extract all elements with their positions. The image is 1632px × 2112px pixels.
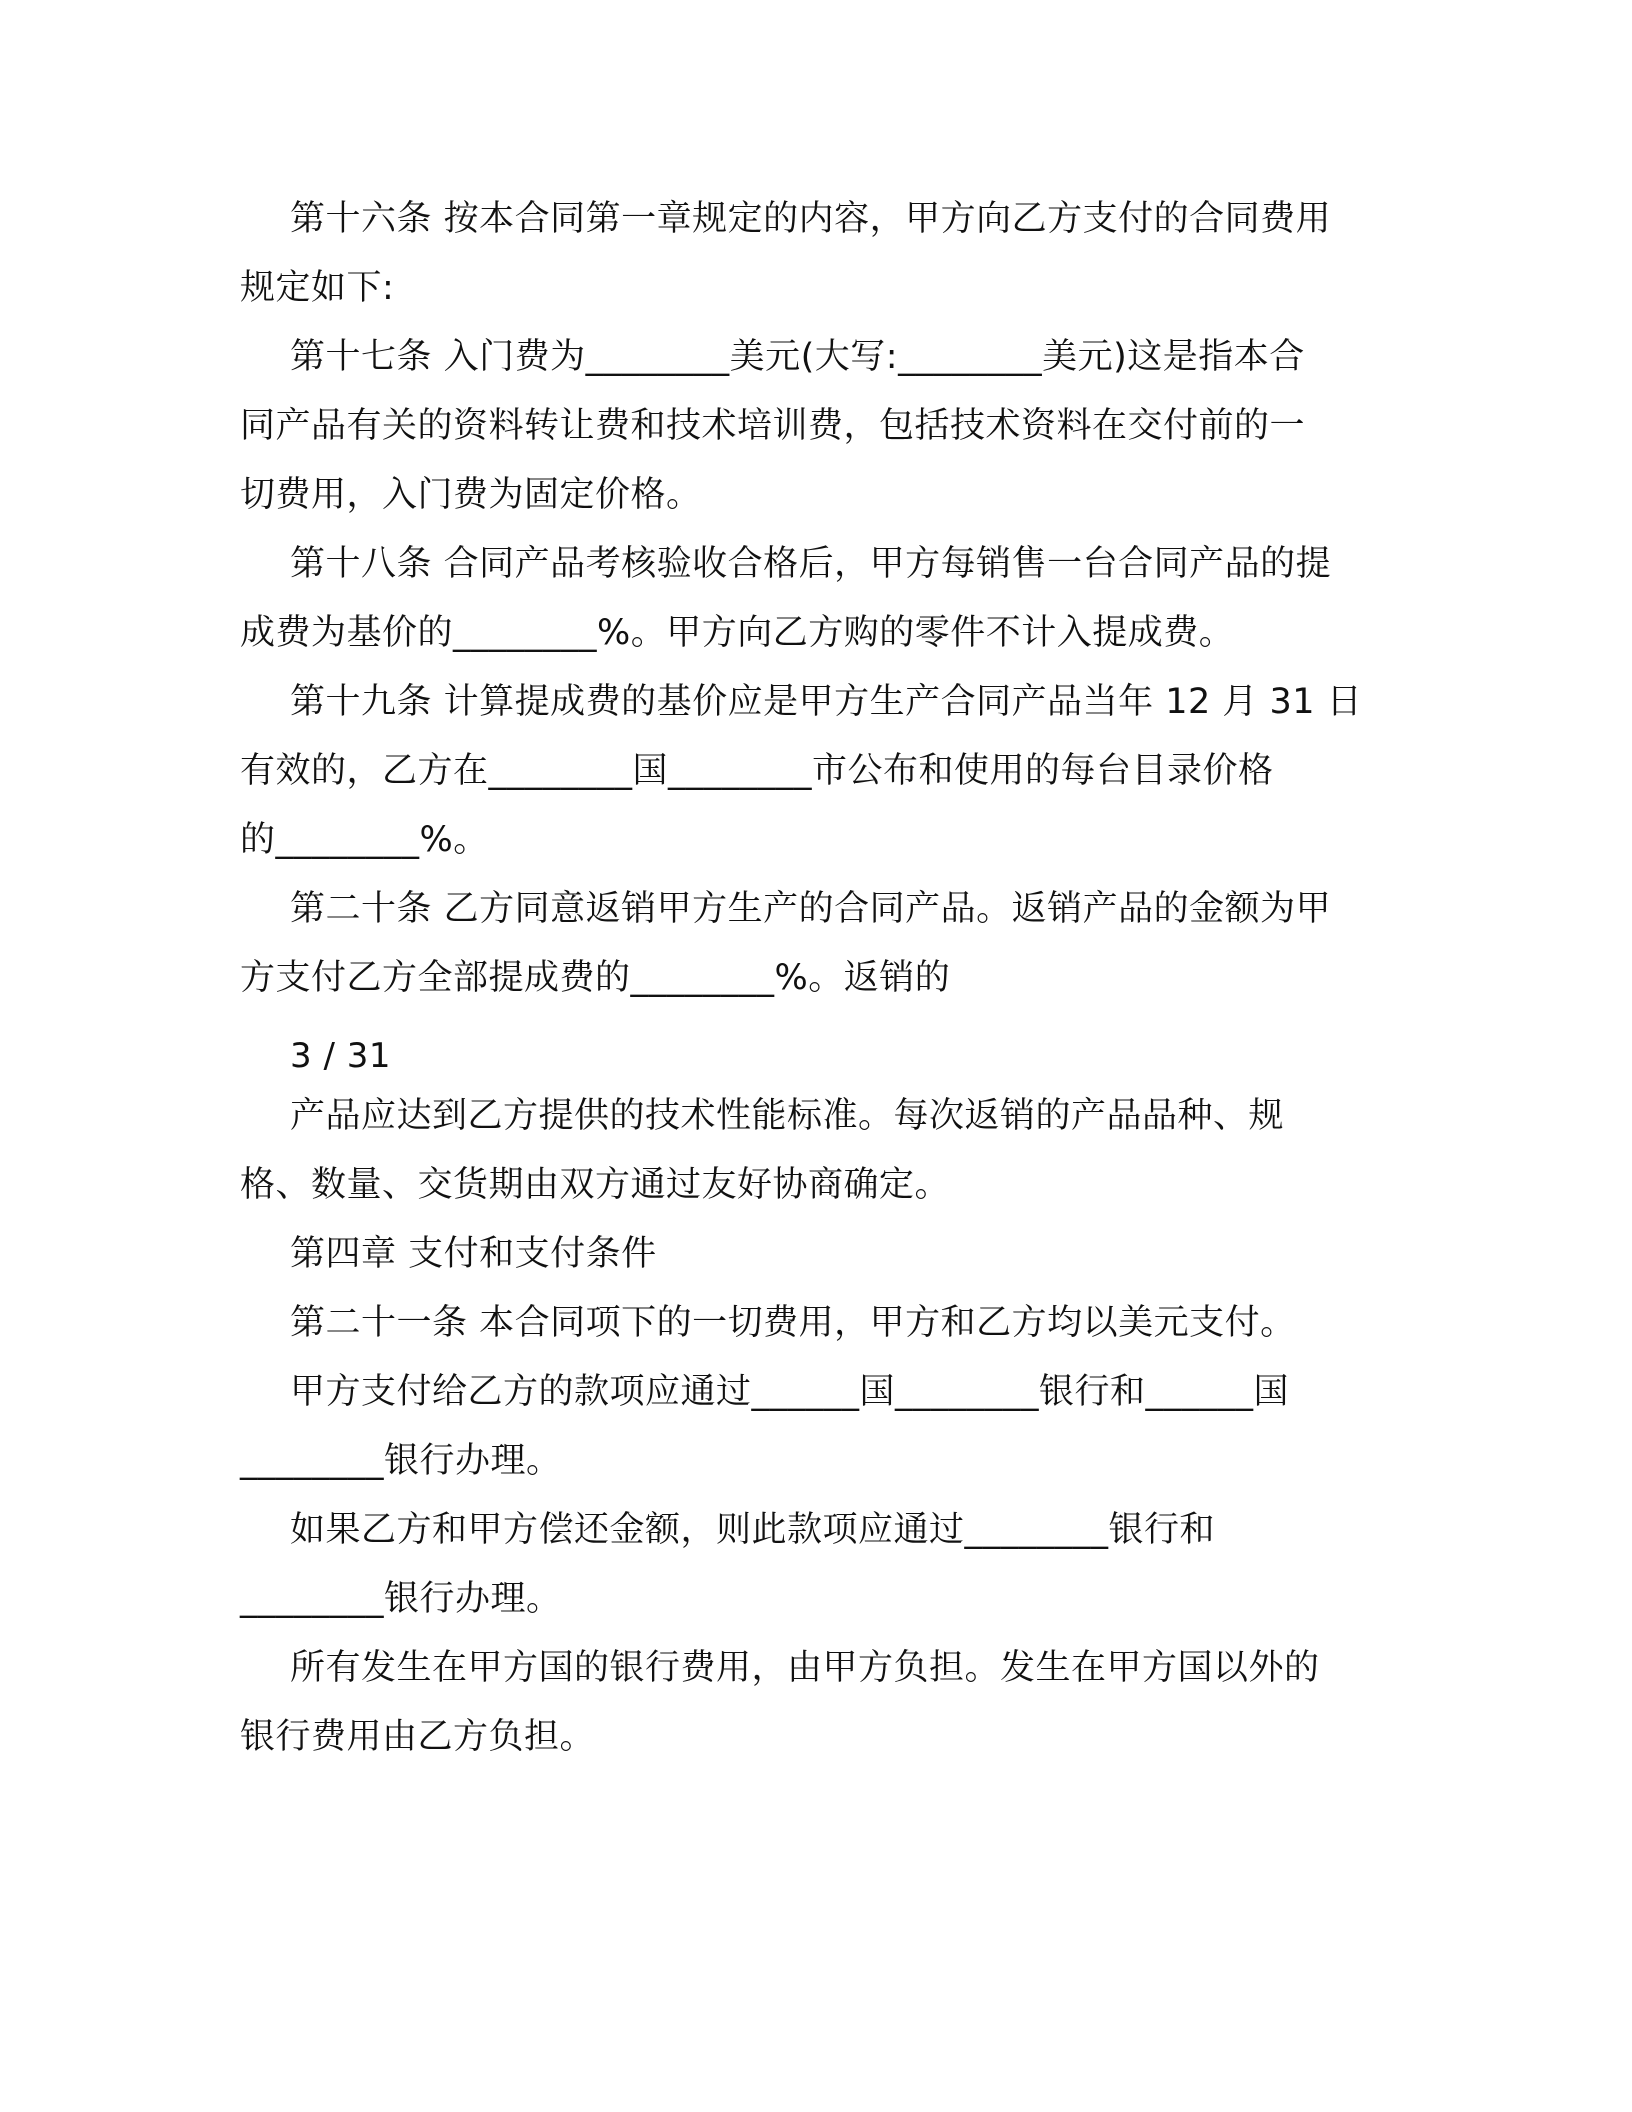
text-line: 银行费用由乙方负担。: [240, 1717, 596, 1757]
text-line: 所有发生在甲方国的银行费用，由甲方负担。发生在甲方国以外的: [290, 1648, 1320, 1688]
text-line: ________银行办理。: [240, 1441, 562, 1481]
text-line: 切费用，入门费为固定价格。: [240, 475, 702, 515]
text-line: 第十七条 入门费为________美元(大写:________美元)这是指本合: [290, 337, 1305, 377]
text-line: 如果乙方和甲方偿还金额，则此款项应通过________银行和: [290, 1510, 1216, 1550]
text-line: 的________%。: [240, 820, 489, 860]
text-line: 同产品有关的资料转让费和技术培训费，包括技术资料在交付前的一: [240, 406, 1306, 446]
text-line: 第十八条 合同产品考核验收合格后，甲方每销售一台合同产品的提: [290, 544, 1332, 584]
page-number: 3 / 31: [290, 1036, 391, 1076]
text-line: 有效的，乙方在________国________市公布和使用的每台目录价格: [240, 751, 1274, 791]
text-line: 第二十条 乙方同意返销甲方生产的合同产品。返销产品的金额为甲: [290, 889, 1332, 929]
text-line: 方支付乙方全部提成费的________%。返销的: [240, 958, 951, 998]
text-line: 第十六条 按本合同第一章规定的内容，甲方向乙方支付的合同费用: [290, 199, 1332, 239]
text-line: ________银行办理。: [240, 1579, 562, 1619]
text-line: 产品应达到乙方提供的技术性能标准。每次返销的产品品种、规: [290, 1096, 1285, 1136]
text-line: 甲方支付给乙方的款项应通过______国________银行和______国: [290, 1372, 1290, 1412]
text-line: 规定如下:: [240, 268, 395, 308]
text-line: 成费为基价的________%。甲方向乙方购的零件不计入提成费。: [240, 613, 1235, 653]
text-line: 第十九条 计算提成费的基价应是甲方生产合同产品当年 12 月 31 日: [290, 682, 1363, 722]
chapter-heading: 第四章 支付和支付条件: [290, 1234, 657, 1274]
text-line: 第二十一条 本合同项下的一切费用，甲方和乙方均以美元支付。: [290, 1303, 1296, 1343]
text-line: 格、数量、交货期由双方通过友好协商确定。: [240, 1165, 951, 1205]
